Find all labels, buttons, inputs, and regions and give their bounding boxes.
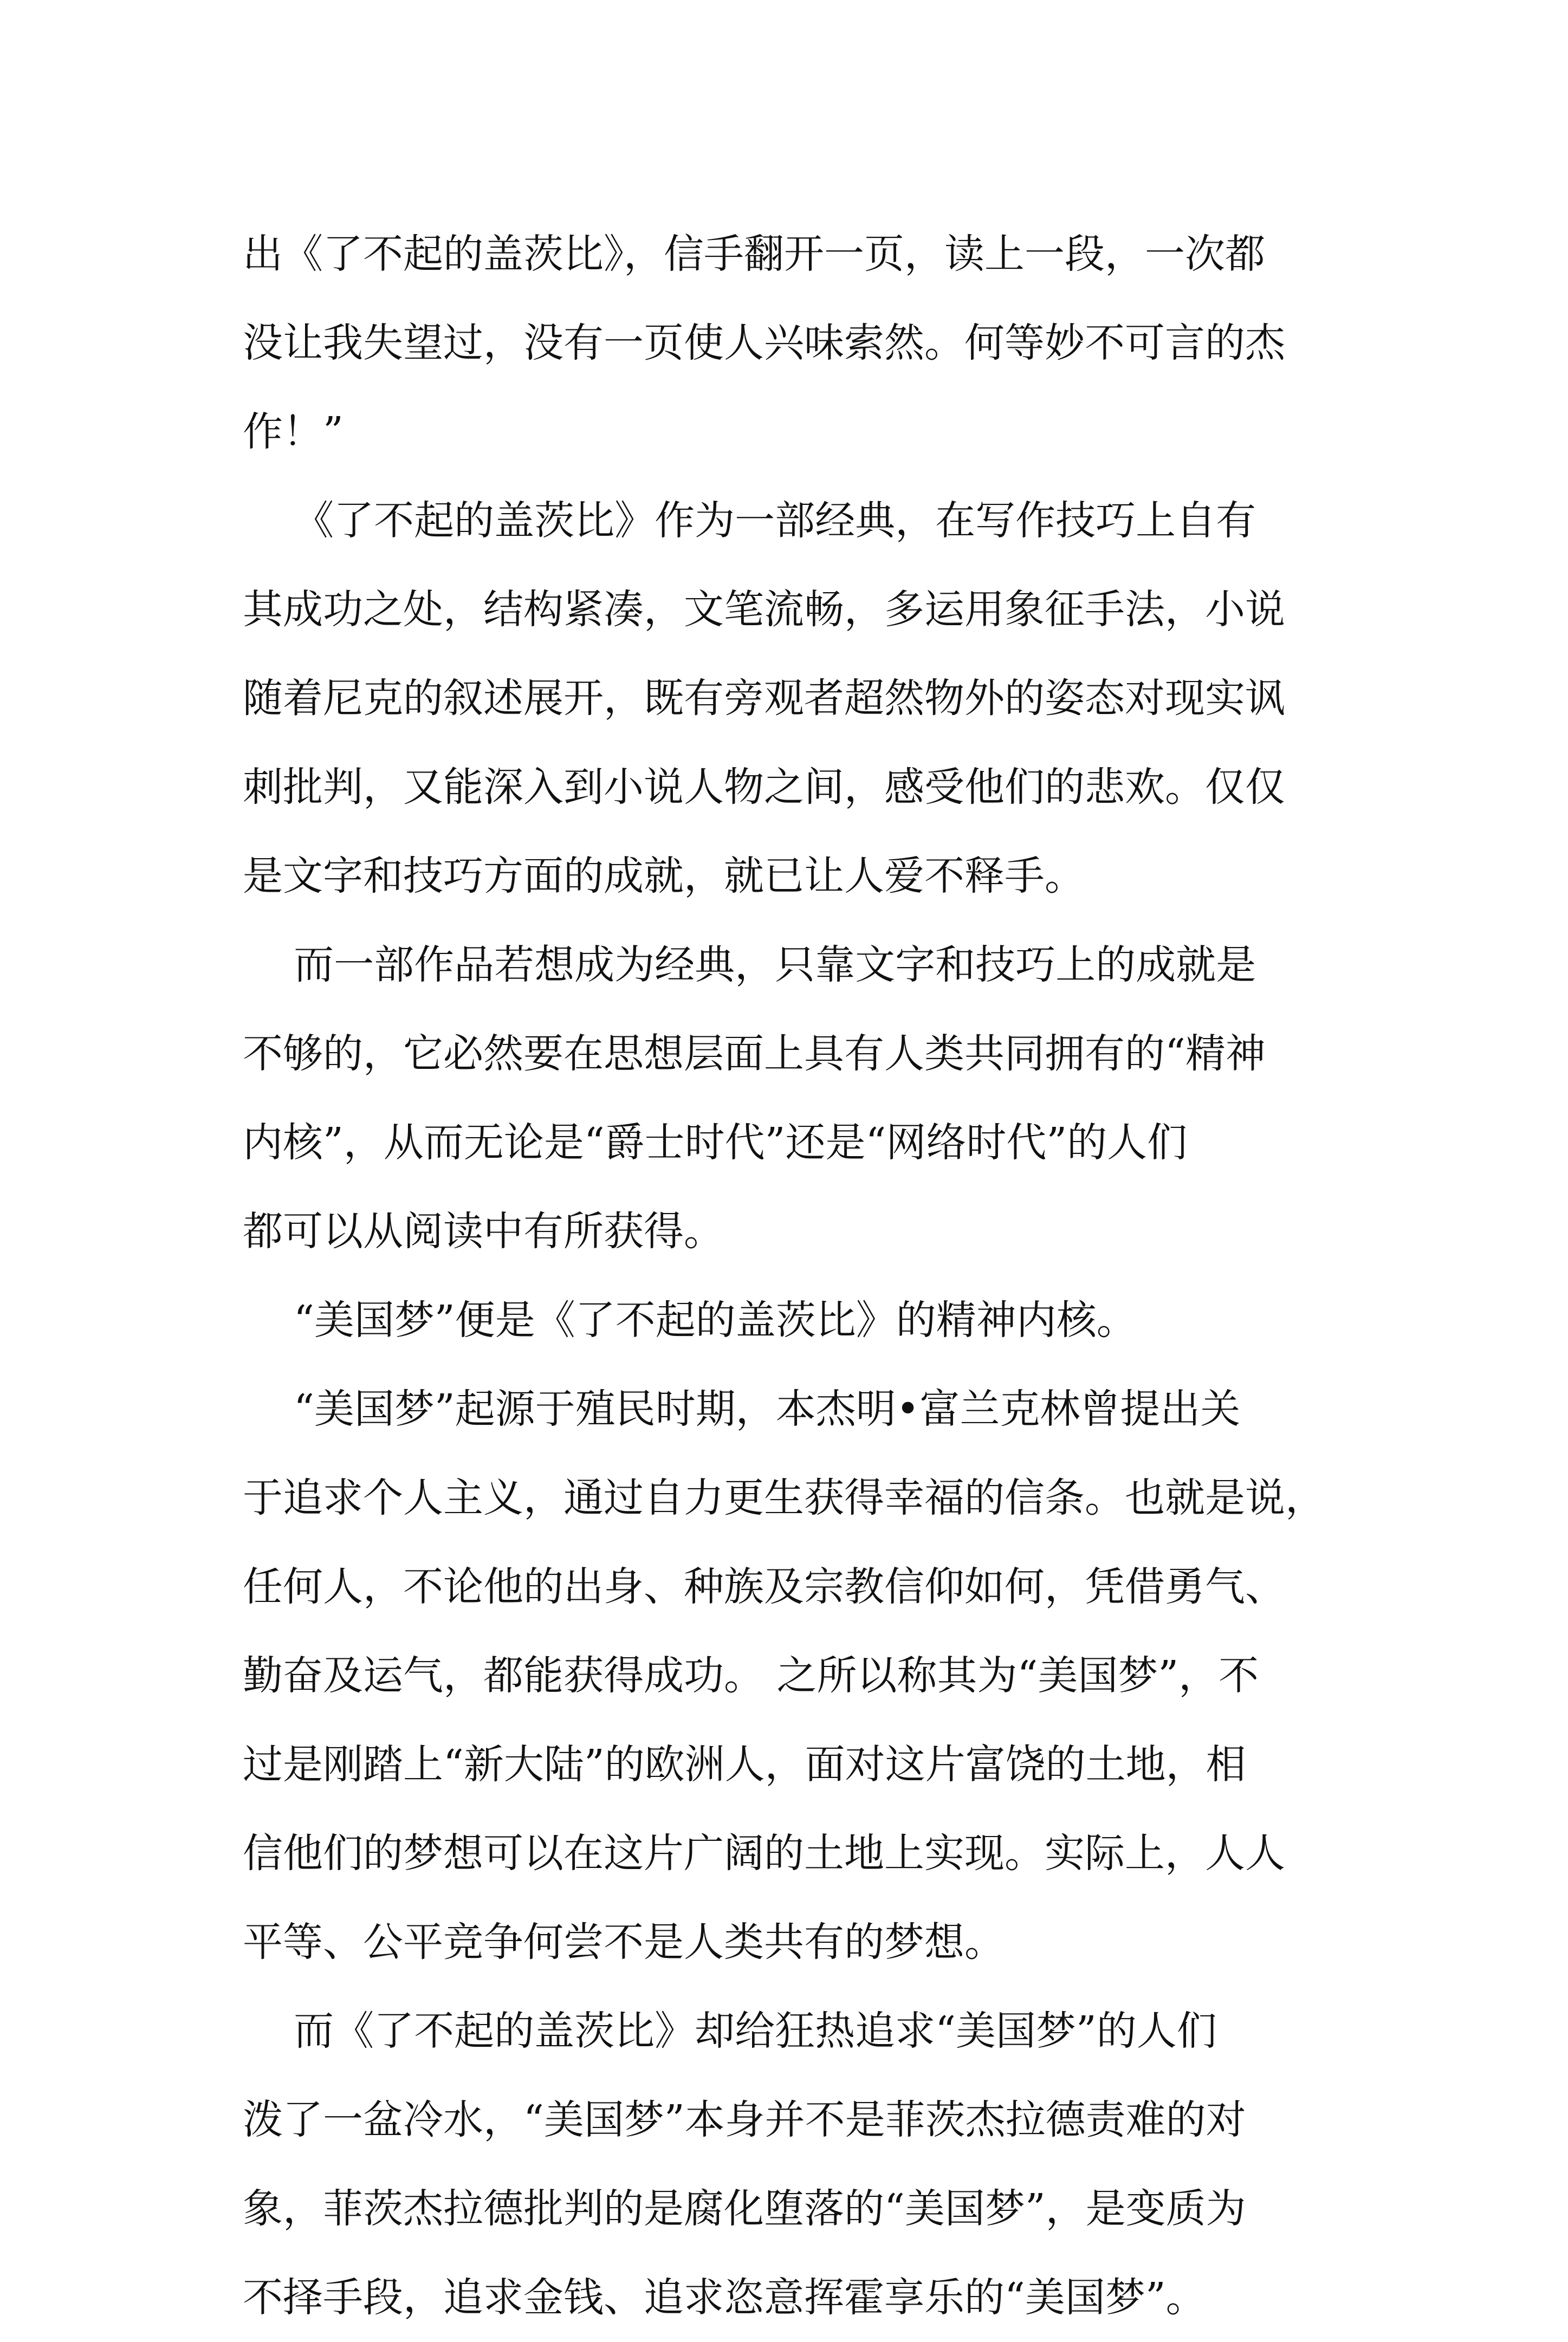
text-line: “美国梦”便是《了不起的盖茨比》的精神内核。 [243,1297,1137,1344]
text-line: 勤奋及运气，都能获得成功。 之所以称其为“美国梦”，不 [243,1652,1259,1699]
text-line: 是文字和技巧方面的成就，就已让人爱不释手。 [243,853,1085,899]
text-line: “美国梦”起源于殖民时期，本杰明•富兰克林曾提出关 [243,1386,1241,1432]
text-line: 不择手段，追求金钱、追求恣意挥霍享乐的“美国梦”。 [243,2274,1206,2321]
text-line: 于追求个人主义，通过自力更生获得幸福的信条。也就是说， [243,1475,1325,1521]
text-line: 其成功之处，结构紧凑，文笔流畅，多运用象征手法，小说 [243,586,1285,633]
text-line: 没让我失望过，没有一页使人兴味索然。何等妙不可言的杰 [243,320,1285,366]
text-line: 不够的，它必然要在思想层面上具有人类共同拥有的“精神 [243,1030,1266,1077]
text-line: 而一部作品若想成为经典，只靠文字和技巧上的成就是 [243,942,1256,988]
text-line: 作！” [243,408,344,455]
text-line: 出《了不起的盖茨比》，信手翻开一页，读上一段，一次都 [243,231,1265,277]
text-line: 《了不起的盖茨比》作为一部经典，在写作技巧上自有 [243,497,1256,544]
text-line: 刺批判，又能深入到小说人物之间，感受他们的悲欢。仅仅 [243,764,1285,810]
document-body [243,210,1342,2342]
text-line: 信他们的梦想可以在这片广阔的土地上实现。实际上，人人 [243,1830,1285,1877]
text-line: 内核”，从而无论是“爵士时代”还是“网络时代”的人们 [243,1119,1188,1166]
text-line: 任何人，不论他的出身、种族及宗教信仰如何，凭借勇气、 [243,1564,1285,1610]
text-line: 平等、公平竞争何尝不是人类共有的梦想。 [243,1919,1005,1965]
text-line: 都可以从阅读中有所获得。 [243,1208,724,1255]
text-line: 泼了一盆冷水，“美国梦”本身并不是菲茨杰拉德责难的对 [243,2097,1246,2143]
text-line: 而《了不起的盖茨比》却给狂热追求“美国梦”的人们 [243,2008,1217,2054]
text-line: 象，菲茨杰拉德批判的是腐化堕落的“美国梦”，是变质为 [243,2185,1246,2232]
text-line: 过是刚踏上“新大陆”的欧洲人，面对这片富饶的土地，相 [243,1741,1246,1788]
text-line: 随着尼克的叙述展开，既有旁观者超然物外的姿态对现实讽 [243,675,1285,722]
